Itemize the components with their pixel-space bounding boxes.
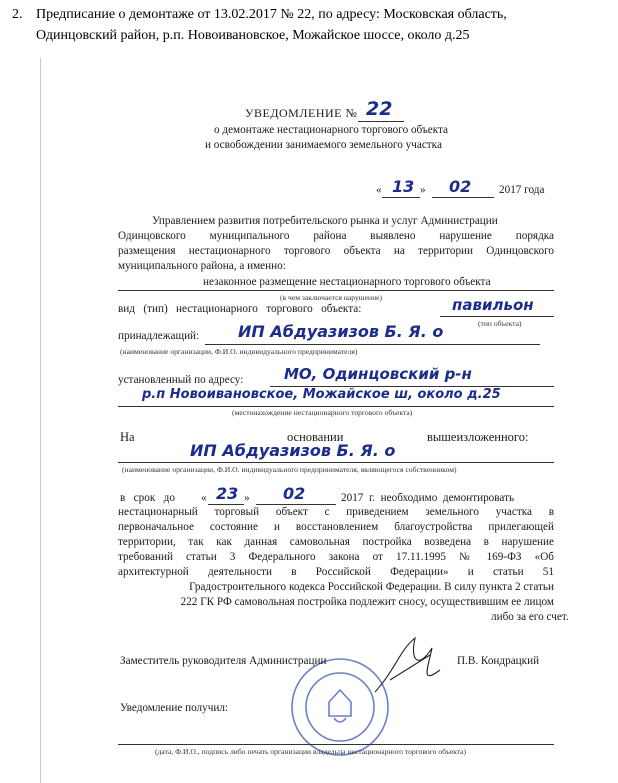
address-handwritten-2: р.п Новоивановское, Можайское ш, около д.25 bbox=[142, 387, 501, 402]
owner-caption: (наименование организации, Ф.И.О. индивидуального предпринимателя) bbox=[120, 347, 358, 356]
received-label: Уведомление получил: bbox=[120, 702, 229, 714]
address-handwritten-1: МО, Одинцовский р-н bbox=[284, 365, 472, 383]
header-line-1: Предписание о демонтаже от 13.02.2017 № 22, по адресу: Московская область, bbox=[36, 7, 507, 22]
violation-caption: (в чем заключается нарушение) bbox=[280, 293, 383, 302]
notice-number-underline bbox=[358, 121, 404, 122]
para2-line-8: либо за его счет. bbox=[491, 611, 569, 623]
date-year: 2017 года bbox=[499, 184, 545, 196]
basis-word: основании bbox=[287, 430, 344, 444]
para2-line-7: 222 ГК РФ самовольная постройка подлежит сносу, осуществившим ее лицом bbox=[180, 596, 554, 608]
para1-line-2: Одинцовского муниципального района выявлено нарушение порядка bbox=[118, 230, 554, 242]
scan-margin-line bbox=[40, 58, 41, 783]
date-month-handwritten: 02 bbox=[449, 177, 472, 196]
deadline-month-handwritten: 02 bbox=[283, 484, 306, 503]
para2-line-6: Градостроительного кодекса Российской Федерации. В силу пункта 2 статьи bbox=[189, 581, 554, 593]
notice-number-handwritten: 22 bbox=[366, 98, 393, 120]
deadline-rest: 2017 г. необходимо демонтировать bbox=[341, 492, 515, 504]
notice-subtitle-2: и освобождении занимаемого земельного участка bbox=[205, 139, 442, 151]
para2-line-2: первоначальное состояние и восстановлением благоустройства прилегающей bbox=[118, 521, 554, 533]
deadline-prefix: в срок до bbox=[120, 492, 175, 504]
basis-tail: вышеизложенного: bbox=[427, 430, 529, 444]
object-type-label: вид (тип) нестационарного торгового объекта: bbox=[118, 303, 362, 315]
para2-line-1: нестационарный торговый объект с приведением земельного участка в bbox=[118, 506, 554, 518]
deadline-quote-open: « bbox=[201, 492, 207, 504]
notice-title: УВЕДОМЛЕНИЕ № bbox=[245, 106, 358, 120]
basis-owner-handwritten: ИП Абдуазизов Б. Я. о bbox=[190, 441, 396, 460]
signature-scribble bbox=[370, 630, 450, 700]
object-type-caption: (тип объекта) bbox=[478, 319, 522, 328]
deadline-day-handwritten: 23 bbox=[216, 484, 239, 503]
deadline-day-underline bbox=[208, 504, 244, 505]
item-number: 2. bbox=[12, 7, 23, 22]
received-caption: (дата, Ф.И.О., подпись либо печать организации владельца нестационарного торгового объекта) bbox=[155, 747, 466, 756]
basis-caption: (наименование организации, Ф.И.О. индивидуального предпринимателя, являющегося собственником) bbox=[122, 465, 457, 474]
para2-line-3: территории, так как данная самовольная постройка возведена в нарушение bbox=[118, 536, 554, 548]
owner-label: принадлежащий: bbox=[118, 330, 200, 342]
deadline-quote-close: » bbox=[244, 492, 250, 504]
violation-text: незаконное размещение нестационарного торгового объекта bbox=[203, 276, 491, 288]
owner-underline bbox=[205, 344, 540, 345]
object-type-underline bbox=[440, 316, 554, 317]
signer-title: Заместитель руководителя Администрации bbox=[120, 655, 327, 667]
owner-handwritten: ИП Абдуазизов Б. Я. о bbox=[238, 322, 444, 341]
para2-line-5: архитектурной деятельности в Российской Федерации» и статьи 51 bbox=[118, 566, 554, 578]
address-underline-2 bbox=[118, 406, 554, 407]
date-day-handwritten: 13 bbox=[392, 177, 415, 196]
address-caption: (местонахождение нестационарного торгового объекта) bbox=[232, 408, 413, 417]
date-month-underline bbox=[432, 197, 494, 198]
para1-line-3: размещения нестационарного торгового объекта на территории Одинцовского bbox=[118, 245, 554, 257]
basis-underline bbox=[118, 462, 554, 463]
para2-line-4: требований статьи 3 Федерального закона от 17.11.1995 № 169-ФЗ «Об bbox=[118, 551, 554, 563]
deadline-month-underline bbox=[256, 504, 336, 505]
notice-subtitle-1: о демонтаже нестационарного торгового объекта bbox=[214, 124, 448, 136]
para1-line-4: муниципального района, а именно: bbox=[118, 260, 286, 272]
para1-line-1: Управлением развития потребительского рынка и услуг Администрации bbox=[152, 215, 498, 227]
address-label: установленный по адресу: bbox=[118, 374, 244, 386]
basis-na: На bbox=[120, 430, 135, 444]
date-quote-close: » bbox=[420, 184, 426, 196]
date-day-underline bbox=[382, 197, 420, 198]
violation-underline bbox=[118, 290, 554, 291]
object-type-handwritten: павильон bbox=[452, 296, 534, 314]
signer-name: П.В. Кондрацкий bbox=[457, 655, 540, 667]
date-quote-open: « bbox=[376, 184, 382, 196]
header-line-2: Одинцовский район, р.п. Новоивановское, Можайское шоссе, около д.25 bbox=[36, 28, 470, 43]
received-underline bbox=[118, 744, 554, 745]
